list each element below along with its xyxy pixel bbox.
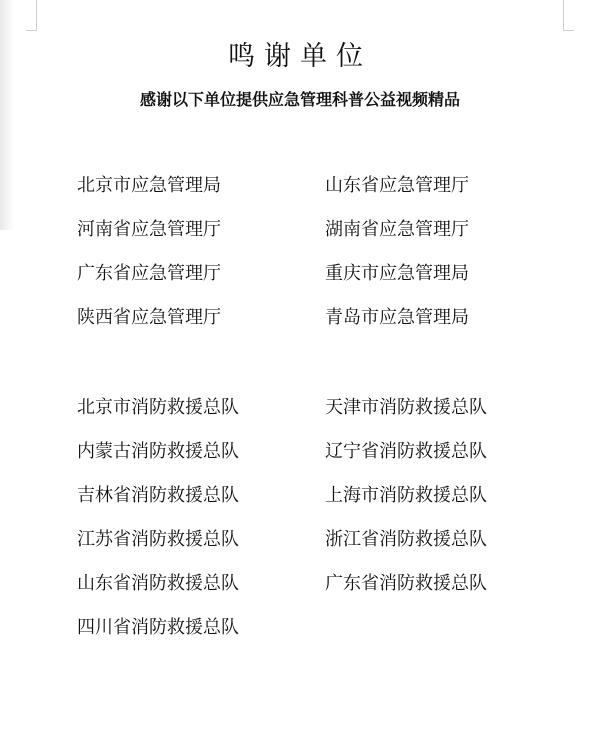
list-item: 河南省应急管理厅 (77, 219, 221, 240)
list-item: 北京市应急管理局 (77, 175, 221, 196)
list-item: 广东省应急管理厅 (77, 263, 221, 284)
list-item: 青岛市应急管理局 (325, 307, 469, 328)
list-item: 重庆市应急管理局 (325, 263, 469, 284)
list-item: 湖南省应急管理厅 (325, 219, 469, 240)
list-item: 天津市消防救援总队 (325, 397, 487, 418)
list-item: 江苏省消防救援总队 (77, 529, 239, 550)
list-item: 山东省应急管理厅 (325, 175, 469, 196)
list-item: 浙江省消防救援总队 (325, 529, 487, 550)
list-item: 内蒙古消防救援总队 (77, 441, 239, 462)
page-title: 鸣谢单位 (228, 41, 372, 72)
list-item: 四川省消防救援总队 (77, 617, 239, 638)
list-item: 辽宁省消防救援总队 (325, 441, 487, 462)
crop-mark-right (563, 0, 574, 31)
list-item: 吉林省消防救援总队 (77, 485, 239, 506)
page-subtitle: 感谢以下单位提供应急管理科普公益视频精品 (139, 90, 460, 109)
list-item: 上海市消防救援总队 (325, 485, 487, 506)
emergency-management-list (77, 174, 537, 330)
list-item: 陕西省应急管理厅 (77, 307, 221, 328)
list-item: 山东省消防救援总队 (77, 573, 239, 594)
list-item: 广东省消防救援总队 (325, 573, 487, 594)
list-item: 北京市消防救援总队 (77, 397, 239, 418)
fire-rescue-list (77, 396, 537, 640)
crop-mark-left (26, 0, 37, 31)
